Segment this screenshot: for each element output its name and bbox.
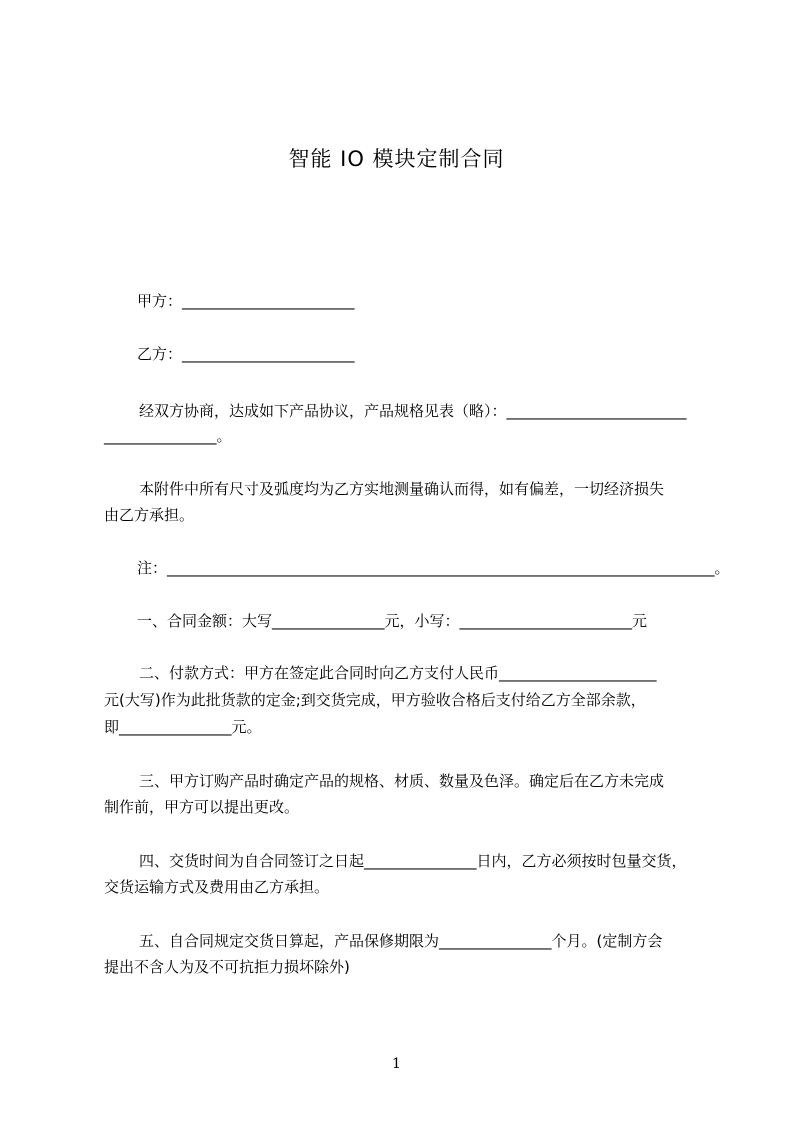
document-title: 智能 IO 模块定制合同 [288,147,505,171]
clause-3-line-1: 三、甲方订购产品时确定产品的规格、材质、数量及色泽。确定后在乙方未完成 [139,772,665,790]
clause-2-line-3: 即_______________元。 [104,718,262,736]
page-number: 1 [392,1056,401,1072]
annex-line-1: 本附件中所有尺寸及弧度均为乙方实地测量确认而得，如有偏差，一切经济损失 [139,480,665,498]
clause-5-line-2: 提出不含人为及不可抗拒力损坏除外) [104,958,350,976]
annex-line-2: 由乙方承担。 [104,506,195,524]
clause-2-line-1: 二、付款方式：甲方在签定此合同时向乙方支付人民币_____________________ [139,664,657,682]
clause-3-line-2: 制作前，甲方可以提出更改。 [104,798,300,816]
clause-1-amount: 一、合同金额：大写_______________元，小写：_______________________元 [137,612,648,630]
intro-line-2: _______________。 [104,427,232,445]
party-b-line: 乙方：_______________________ [137,345,355,363]
clause-4-line-2: 交货运输方式及费用由乙方承担。 [104,878,330,896]
clause-5-line-1: 五、自合同规定交货日算起，产品保修期限为_______________个月。(定制方会 [139,932,663,950]
note-line: 注：_________________________________________________________________________。 [137,559,730,577]
intro-line-1: 经双方协商，达成如下产品协议，产品规格见表（略）：________________________ [139,402,687,420]
clause-2-line-2: 元(大写)作为此批货款的定金;到交货完成，甲方验收合格后支付给乙方全部余款， [104,691,646,709]
party-a-line: 甲方：_______________________ [137,292,355,310]
clause-4-line-1: 四、交货时间为自合同签订之日起_______________日内，乙方必须按时包量交货， [139,852,687,870]
